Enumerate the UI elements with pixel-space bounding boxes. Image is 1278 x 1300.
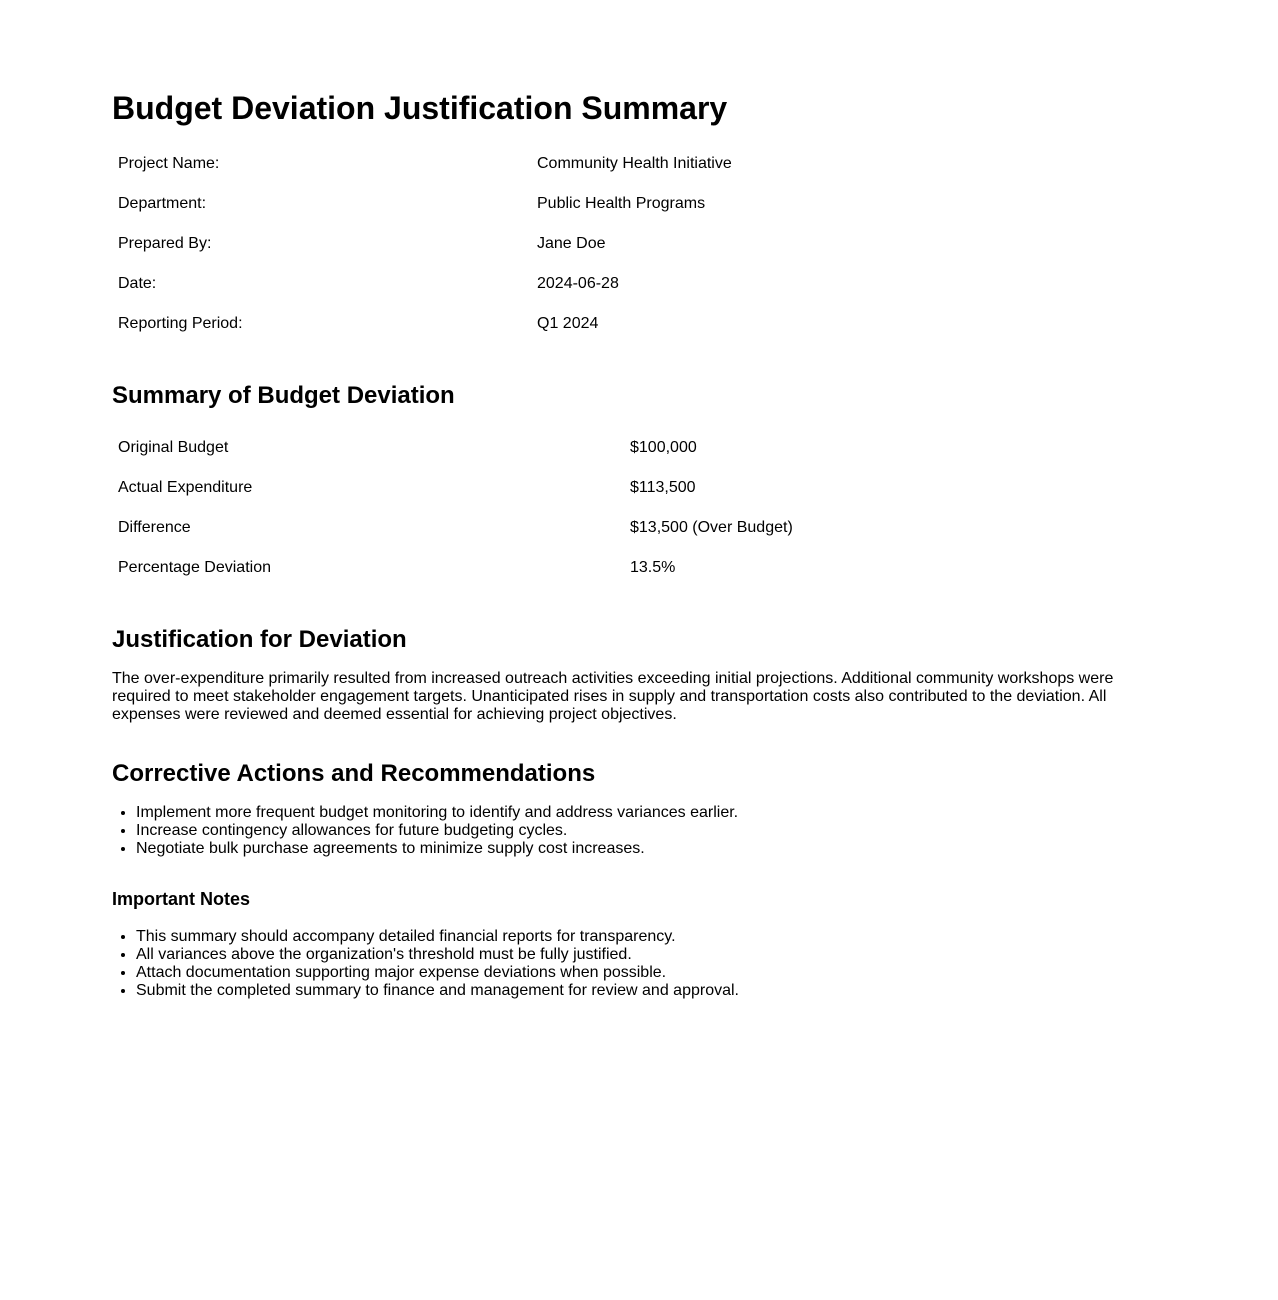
info-row-prepared-by xyxy=(112,224,1166,264)
budget-row-original xyxy=(112,428,1166,468)
notes-heading: Important Notes xyxy=(112,889,251,909)
info-row-department xyxy=(112,184,1166,224)
info-row-project-name xyxy=(112,144,1166,184)
list-item: • This summary should accompany detailed financial reports for transparency. xyxy=(136,928,1166,946)
info-label: Reporting Period: xyxy=(118,315,243,332)
info-row-reporting-period xyxy=(112,304,1166,344)
info-label: Project Name: xyxy=(118,155,220,172)
info-value: Public Health Programs xyxy=(537,195,706,212)
list-item: • Attach documentation supporting major expense deviations when possible. xyxy=(136,964,1166,982)
list-item: • Increase contingency allowances for future budgeting cycles. xyxy=(136,822,1166,840)
budget-summary-table xyxy=(112,428,1166,588)
info-value: 2024-06-28 xyxy=(537,275,619,292)
page-title: Budget Deviation Justification Summary xyxy=(112,90,728,126)
budget-label: Actual Expenditure xyxy=(118,479,253,496)
important-notes-list xyxy=(112,928,1166,1000)
info-value: Community Health Initiative xyxy=(537,155,732,172)
budget-value: $13,500 (Over Budget) xyxy=(630,519,793,536)
budget-label: Percentage Deviation xyxy=(118,559,271,576)
list-item: • All variances above the organization's threshold must be fully justified. xyxy=(136,946,1166,964)
info-label: Prepared By: xyxy=(118,235,212,252)
project-info-table xyxy=(112,144,1166,344)
corrective-heading: Corrective Actions and Recommendations xyxy=(112,760,596,787)
corrective-actions-list xyxy=(112,804,1166,858)
budget-value: $113,500 xyxy=(630,479,696,496)
budget-value: $100,000 xyxy=(630,439,697,456)
info-label: Date: xyxy=(118,275,157,292)
budget-value: 13.5% xyxy=(630,559,676,576)
summary-heading: Summary of Budget Deviation xyxy=(112,382,455,409)
justification-heading: Justification for Deviation xyxy=(112,626,407,653)
info-label: Department: xyxy=(118,195,207,212)
budget-row-actual xyxy=(112,468,1166,508)
info-row-date xyxy=(112,264,1166,304)
list-item: • Submit the completed summary to finance and management for review and approval. xyxy=(136,982,1166,1000)
info-value: Jane Doe xyxy=(537,235,606,252)
list-item: • Negotiate bulk purchase agreements to minimize supply cost increases. xyxy=(136,840,1166,858)
justification-text: The over-expenditure primarily resulted from increased outreach activities exceeding initial projections. Additional community workshops were required to meet stakeholder engagement targets. Unanticipated rises in supply and transportation costs also contributed to the deviation. All expenses were reviewed and deemed essential for achieving project objectives. xyxy=(112,670,1114,723)
budget-label: Difference xyxy=(118,519,191,536)
info-value: Q1 2024 xyxy=(537,315,599,332)
budget-label: Original Budget xyxy=(118,439,229,456)
budget-row-difference xyxy=(112,508,1166,548)
budget-row-percentage xyxy=(112,548,1166,588)
list-item: • Implement more frequent budget monitoring to identify and address variances earlier. xyxy=(136,804,1166,822)
